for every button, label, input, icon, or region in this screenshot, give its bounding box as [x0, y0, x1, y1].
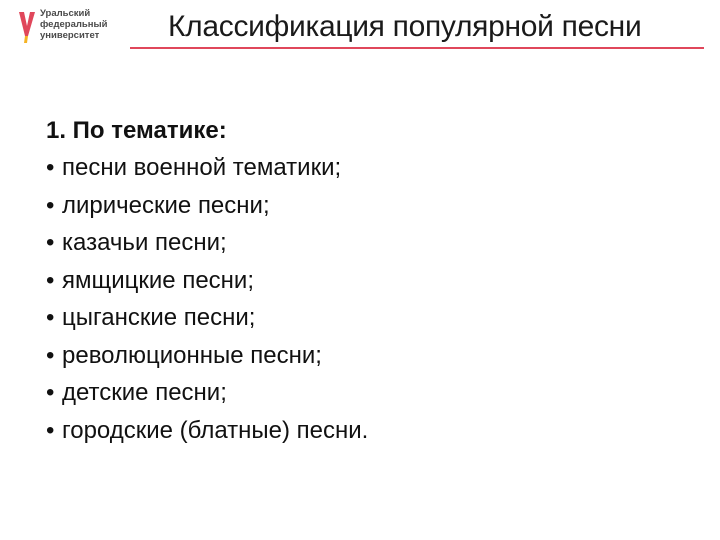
university-logo [18, 8, 128, 48]
topic-list [46, 149, 368, 449]
list-item-text: городские (блатные) песни. [62, 416, 369, 444]
logo-line-2: федеральный [40, 19, 108, 30]
list-item-text: цыганские песни; [62, 304, 256, 331]
bullet: • [46, 379, 55, 406]
list-item-text: революционные песни; [62, 341, 322, 369]
list-item [46, 224, 368, 262]
section-heading: 1. По тематике: [46, 117, 227, 144]
list-item-text: ямщицкие песни; [62, 266, 254, 294]
slide-content [46, 113, 368, 449]
bullet: • [46, 266, 55, 294]
list-item-text: казачьи песни; [62, 229, 227, 256]
list-item [46, 374, 368, 412]
list-item-text: лирические песни; [62, 191, 270, 219]
slide-title: Классификация популярной песни [168, 10, 642, 43]
bullet: • [46, 341, 55, 369]
list-item [46, 337, 368, 375]
list-item [46, 149, 368, 187]
logo-line-1: Уральский [40, 8, 91, 19]
bullet: • [46, 304, 55, 331]
title-underline [130, 47, 704, 49]
logo-text [40, 8, 107, 41]
bullet: • [46, 154, 55, 181]
urfu-logo-icon [18, 10, 36, 44]
list-item [46, 299, 368, 337]
list-item [46, 187, 368, 225]
bullet: • [46, 191, 55, 219]
list-item-text: детские песни; [62, 379, 227, 406]
list-item [46, 262, 368, 300]
bullet: • [46, 229, 55, 256]
list-item-text: песни военной тематики; [62, 154, 342, 181]
logo-line-3: университет [40, 30, 100, 41]
bullet: • [46, 416, 55, 444]
list-item [46, 412, 368, 450]
